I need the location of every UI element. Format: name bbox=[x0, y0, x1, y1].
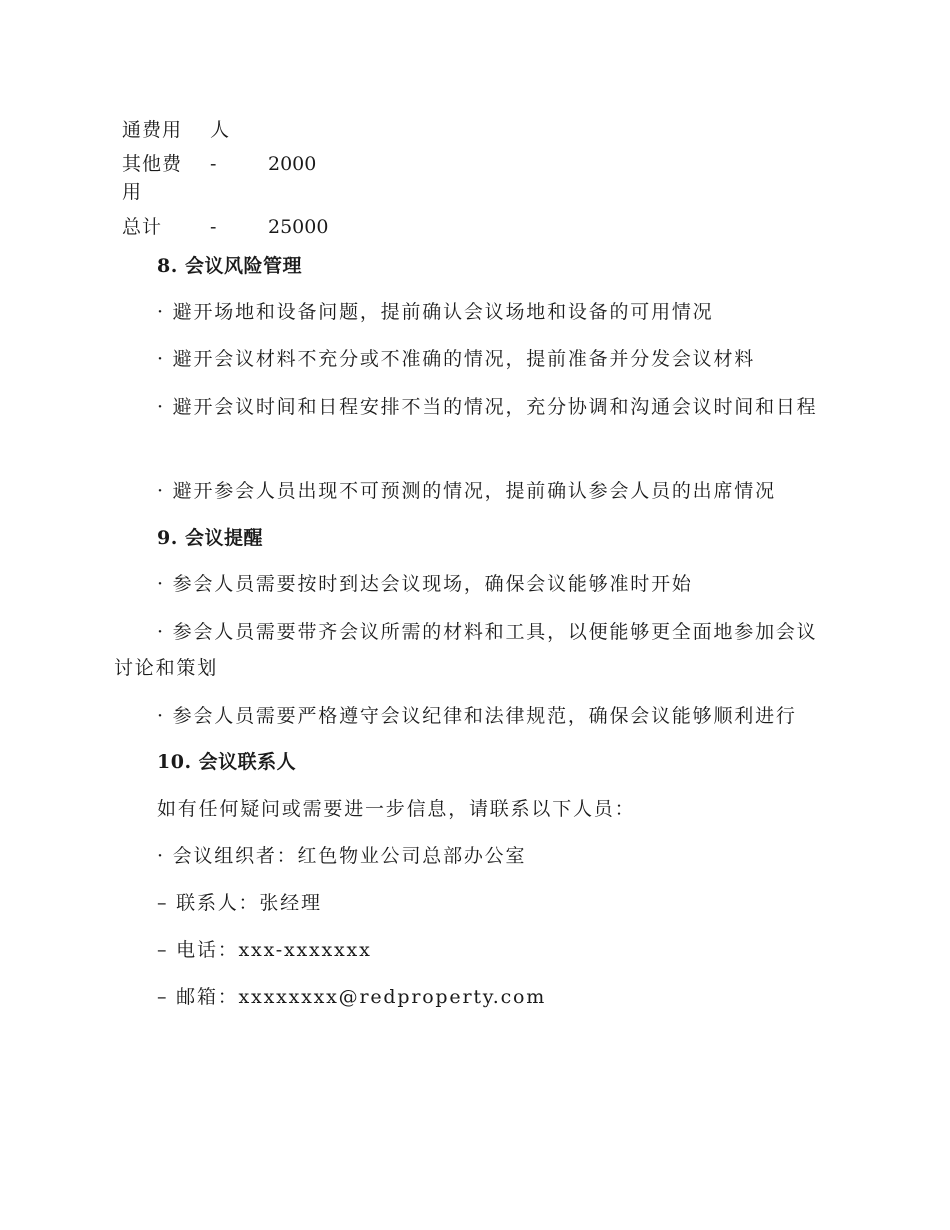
table-cell-amount: 2000 bbox=[268, 153, 317, 175]
list-item: · 参会人员需要严格遵守会议纪律和法律规范，确保会议能够顺利进行 bbox=[157, 705, 797, 727]
table-cell-qty: - bbox=[210, 216, 217, 238]
table-row bbox=[114, 150, 348, 206]
section-heading-reminders: 9. 会议提醒 bbox=[157, 527, 263, 549]
table-cell-item: 其他费用 bbox=[122, 153, 183, 203]
section-heading-risk-management: 8. 会议风险管理 bbox=[157, 255, 302, 277]
contact-organizer: · 会议组织者：红色物业公司总部办公室 bbox=[157, 845, 527, 867]
contact-person: – 联系人：张经理 bbox=[157, 892, 322, 914]
table-cell-amount: 25000 bbox=[268, 216, 329, 238]
section-heading-contacts: 10. 会议联系人 bbox=[157, 751, 297, 773]
list-item: · 避开会议时间和日程安排不当的情况，充分协调和沟通会议时间和日程 bbox=[157, 396, 818, 418]
contact-intro: 如有任何疑问或需要进一步信息，请联系以下人员： bbox=[157, 798, 636, 820]
table-cell-qty: - bbox=[210, 153, 217, 175]
table-cell-qty: 人 bbox=[210, 119, 230, 141]
table-cell-item: 总计 bbox=[122, 216, 163, 238]
contact-phone: – 电话：xxx-xxxxxxx bbox=[157, 939, 372, 961]
list-item: · 参会人员需要按时到达会议现场，确保会议能够准时开始 bbox=[157, 573, 693, 595]
list-item: · 避开场地和设备问题，提前确认会议场地和设备的可用情况 bbox=[157, 301, 714, 323]
list-item: · 避开参会人员出现不可预测的情况，提前确认参会人员的出席情况 bbox=[157, 480, 776, 502]
table-cell-item: 通费用 bbox=[122, 119, 183, 141]
table-row bbox=[114, 116, 348, 144]
contact-email: – 邮箱：xxxxxxxx@redproperty.com bbox=[157, 986, 547, 1008]
list-item: · 参会人员需要带齐会议所需的材料和工具，以便能够更全面地参加会议讨论和策划 bbox=[114, 621, 818, 679]
table-row bbox=[114, 213, 348, 241]
list-item: · 避开会议材料不充分或不准确的情况，提前准备并分发会议材料 bbox=[157, 348, 756, 370]
